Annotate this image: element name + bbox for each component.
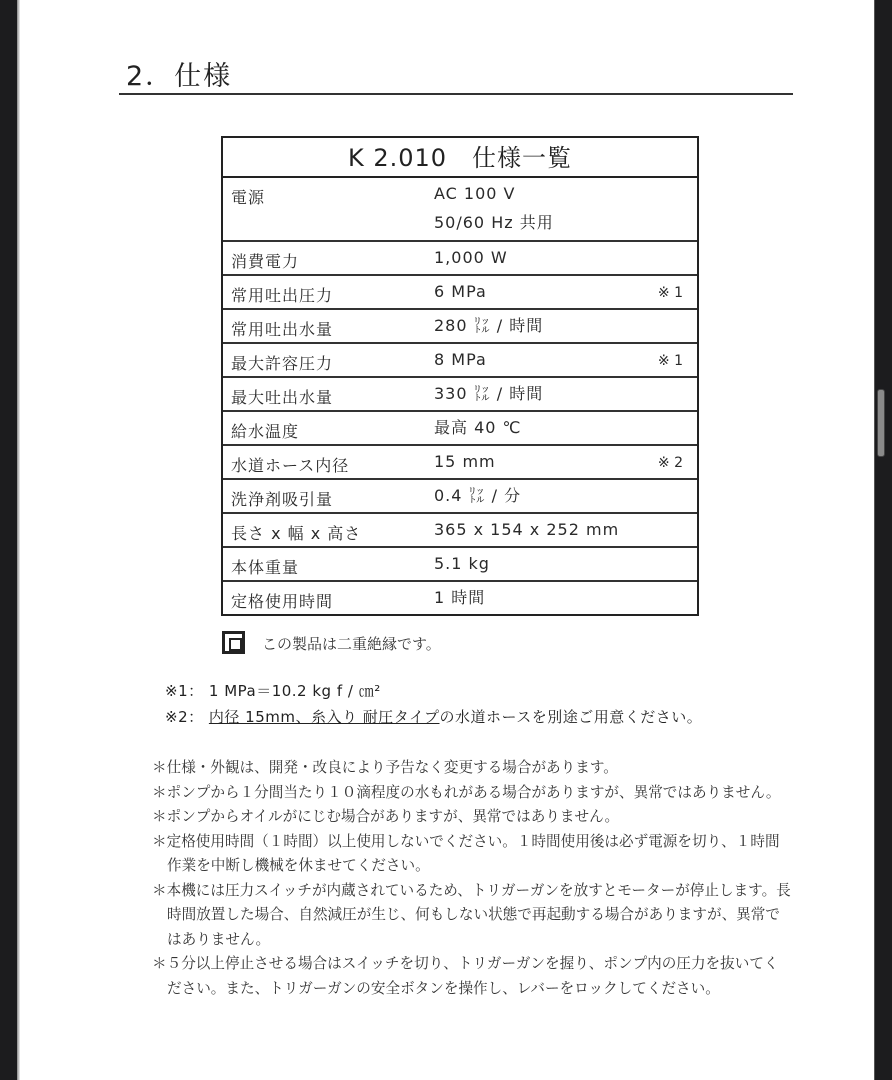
spec-row-detergent-suction (223, 480, 697, 514)
note-item: ＊定格使用時間（１時間）以上使用しないでください。１時間使用後は必ず電源を切り、１時間作業を中断し機械を休ませてください。 (152, 832, 780, 874)
spec-value-line1: AC 100 V (434, 184, 516, 203)
spec-label: 電源 (231, 188, 266, 207)
spec-label: 常用吐出圧力 (231, 286, 334, 305)
page-edge (17, 0, 20, 1080)
spec-value (434, 179, 554, 237)
spec-value: 330 ㍑ / 時間 (434, 384, 544, 403)
spec-row-hose-diameter (223, 446, 697, 480)
spec-value: 15 mm (434, 452, 496, 471)
note-item: ＊仕様・外観は、開発・改良により予告なく変更する場合があります。 (152, 759, 618, 776)
caution-notes (152, 756, 792, 1001)
spec-label: 水道ホース内径 (231, 456, 350, 475)
scroll-track[interactable] (874, 0, 892, 1080)
spec-value: 8 MPa (434, 350, 487, 369)
spec-footnote-ref: ※ 2 (657, 455, 683, 471)
spec-label: 長さ x 幅 x 高さ (231, 524, 362, 543)
spec-row-power-source (223, 178, 697, 242)
spec-row-water-temp (223, 412, 697, 446)
footnote-2-underlined: 内径 15mm、糸入り 耐圧タイプ (208, 708, 440, 726)
spec-table (221, 136, 699, 616)
spec-value: 6 MPa (434, 282, 487, 301)
spec-row-normal-flow (223, 310, 697, 344)
note-item: ＊ポンプから１分間当たり１０滴程度の水もれがある場合がありますが、異常ではありません。 (152, 783, 781, 801)
spec-row-rated-time (223, 582, 697, 614)
note-item: ＊本機には圧力スイッチが内蔵されているため、トリガーガンを放すとモーターが停止します。長時間放置した場合、自然減圧が生じ、何もしない状態で再起動する場合がありますが、異常ではありません。 (152, 881, 791, 948)
spec-label: 給水温度 (231, 422, 300, 441)
spec-row-max-flow (223, 378, 697, 412)
double-insulation-icon (222, 631, 245, 654)
spec-label: 最大吐出水量 (231, 388, 334, 407)
spec-label: 定格使用時間 (231, 592, 334, 611)
spec-value-line2: 50/60 Hz 共用 (434, 213, 554, 232)
spec-table-title: K 2.010 仕様一覧 (223, 138, 697, 178)
spec-value: 1 時間 (434, 588, 486, 607)
spec-label: 洗浄剤吸引量 (231, 490, 334, 509)
note-item: ＊ポンプからオイルがにじむ場合がありますが、異常ではありません。 (152, 808, 620, 825)
spec-value: 1,000 W (434, 248, 508, 267)
spec-row-power-consumption (223, 242, 697, 276)
spec-row-max-pressure (223, 344, 697, 378)
spec-row-normal-pressure (223, 276, 697, 310)
footnote-2-suffix: の水道ホースを別途ご用意ください。 (439, 708, 703, 726)
footnote-2 (165, 706, 702, 727)
spec-footnote-ref: ※ 1 (657, 285, 683, 301)
spec-row-dimensions (223, 514, 697, 548)
scrollbar-thumb[interactable] (877, 389, 885, 457)
spec-value: 0.4 ㍑ / 分 (434, 486, 522, 505)
footnote-1: ※1： 1 MPa＝10.2 kg f / ㎝² (165, 682, 381, 700)
spec-label: 本体重量 (231, 558, 300, 577)
spec-value: 280 ㍑ / 時間 (434, 316, 544, 335)
spec-label: 常用吐出水量 (231, 320, 334, 339)
spec-row-weight (223, 548, 697, 582)
double-insulation-text: この製品は二重絶縁です。 (262, 635, 441, 653)
spec-label: 消費電力 (231, 252, 300, 271)
spec-label: 最大許容圧力 (231, 354, 334, 373)
section-heading: 2．仕様 (126, 61, 233, 92)
spec-value: 最高 40 ℃ (434, 418, 522, 437)
heading-divider (119, 93, 793, 95)
spec-footnote-ref: ※ 1 (657, 353, 683, 369)
spec-value: 5.1 kg (434, 554, 490, 573)
note-item: ＊５分以上停止させる場合はスイッチを切り、トリガーガンを握り、ポンプ内の圧力を抜いてください。また、トリガーガンの安全ボタンを操作し、レバーをロックしてください。 (152, 955, 779, 997)
footnote-2-prefix: ※2： (165, 708, 209, 726)
spec-value: 365 x 154 x 252 mm (434, 520, 620, 539)
